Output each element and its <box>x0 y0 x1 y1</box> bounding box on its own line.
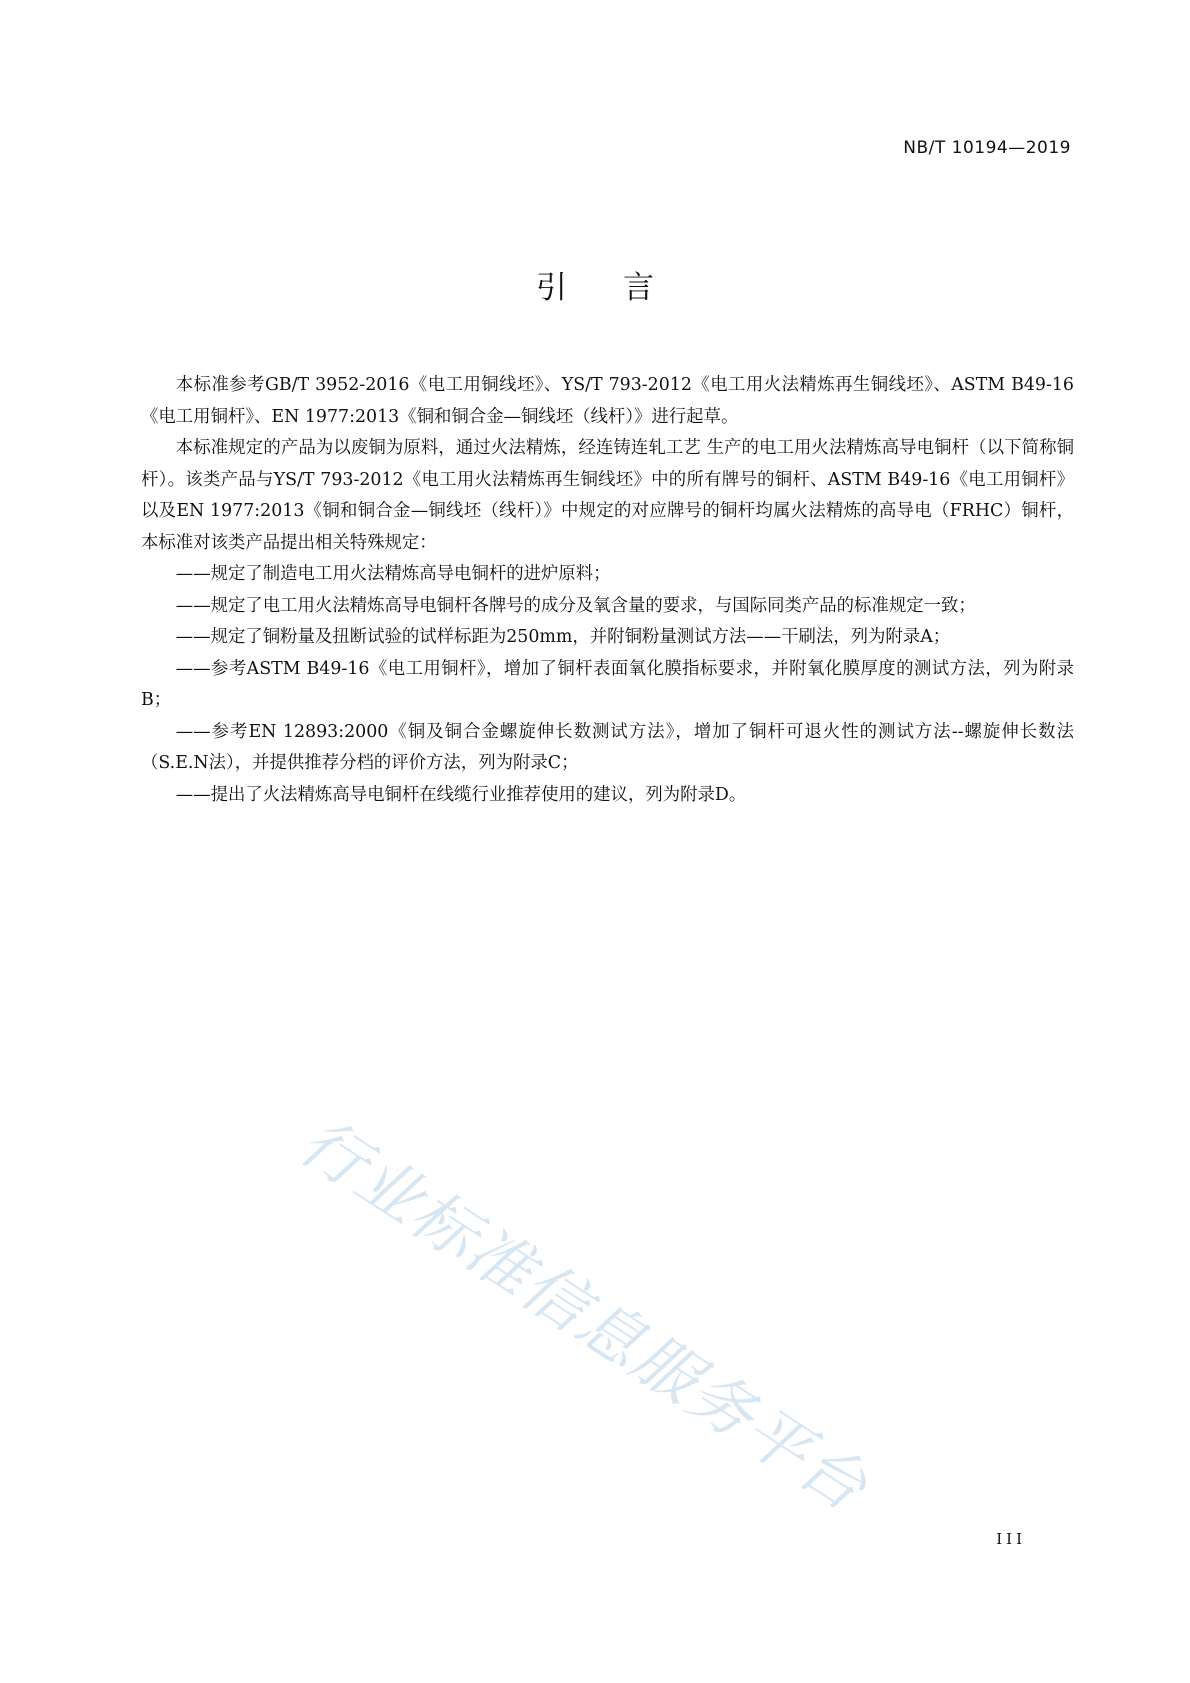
list-item-appendix-d: ——提出了火法精炼高导电铜杆在线缆行业推荐使用的建议，列为附录D。 <box>175 784 747 805</box>
page-number: III <box>996 1530 1026 1548</box>
page-title: 引言 <box>536 270 710 306</box>
body-text <box>141 370 1074 811</box>
paragraph-product-scope: 本标准规定的产品为以废铜为原料，通过火法精炼，经连铸连轧工艺 生产的电工用火法精炼高导电铜杆（以下简称铜杆）。该类产品与YS/T 793-2012《电工用火法精炼再生铜线坯》中的所有牌号的铜杆、ASTM B49-16《电工用铜杆》以及EN 1977:2013《铜和铜合金—铜线坯（线杆）》中规定的对应牌号的铜杆均属火法精炼的高导电（FRHC）铜杆，本标准对该类产品提出相关特殊规定： <box>141 438 1074 553</box>
watermark: 行业标准信息服务平台 <box>286 1105 881 1527</box>
standard-code: NB/T 10194—2019 <box>903 138 1071 158</box>
list-item-appendix-b: ——参考ASTM B49-16《电工用铜杆》，增加了铜杆表面氧化膜指标要求，并附氧化膜厚度的测试方法，列为附录B； <box>141 658 1074 710</box>
list-item-raw-materials: ——规定了制造电工用火法精炼高导电铜杆的进炉原料； <box>175 564 611 584</box>
list-item-appendix-a: ——规定了铜粉量及扭断试验的试样标距为250mm，并附铜粉量测试方法——干刷法，列为附录A； <box>175 627 951 647</box>
list-item-composition: ——规定了电工用火法精炼高导电铜杆各牌号的成分及氧含量的要求，与国际同类产品的标准规定一致； <box>175 595 976 616</box>
paragraph-intro-references: 本标准参考GB/T 3952-2016《电工用铜线坯》、YS/T 793-2012《电工用火法精炼再生铜线坯》、ASTM B49-16《电工用铜杆》、EN 1977:2013《铜和铜合金—铜线坯（线杆）》进行起草。 <box>141 375 1074 427</box>
list-item-appendix-c: ——参考EN 12893:2000《铜及铜合金螺旋伸长数测试方法》，增加了铜杆可退火性的测试方法--螺旋伸长数法（S.E.N法），并提供推荐分档的评价方法，列为附录C； <box>141 721 1074 773</box>
